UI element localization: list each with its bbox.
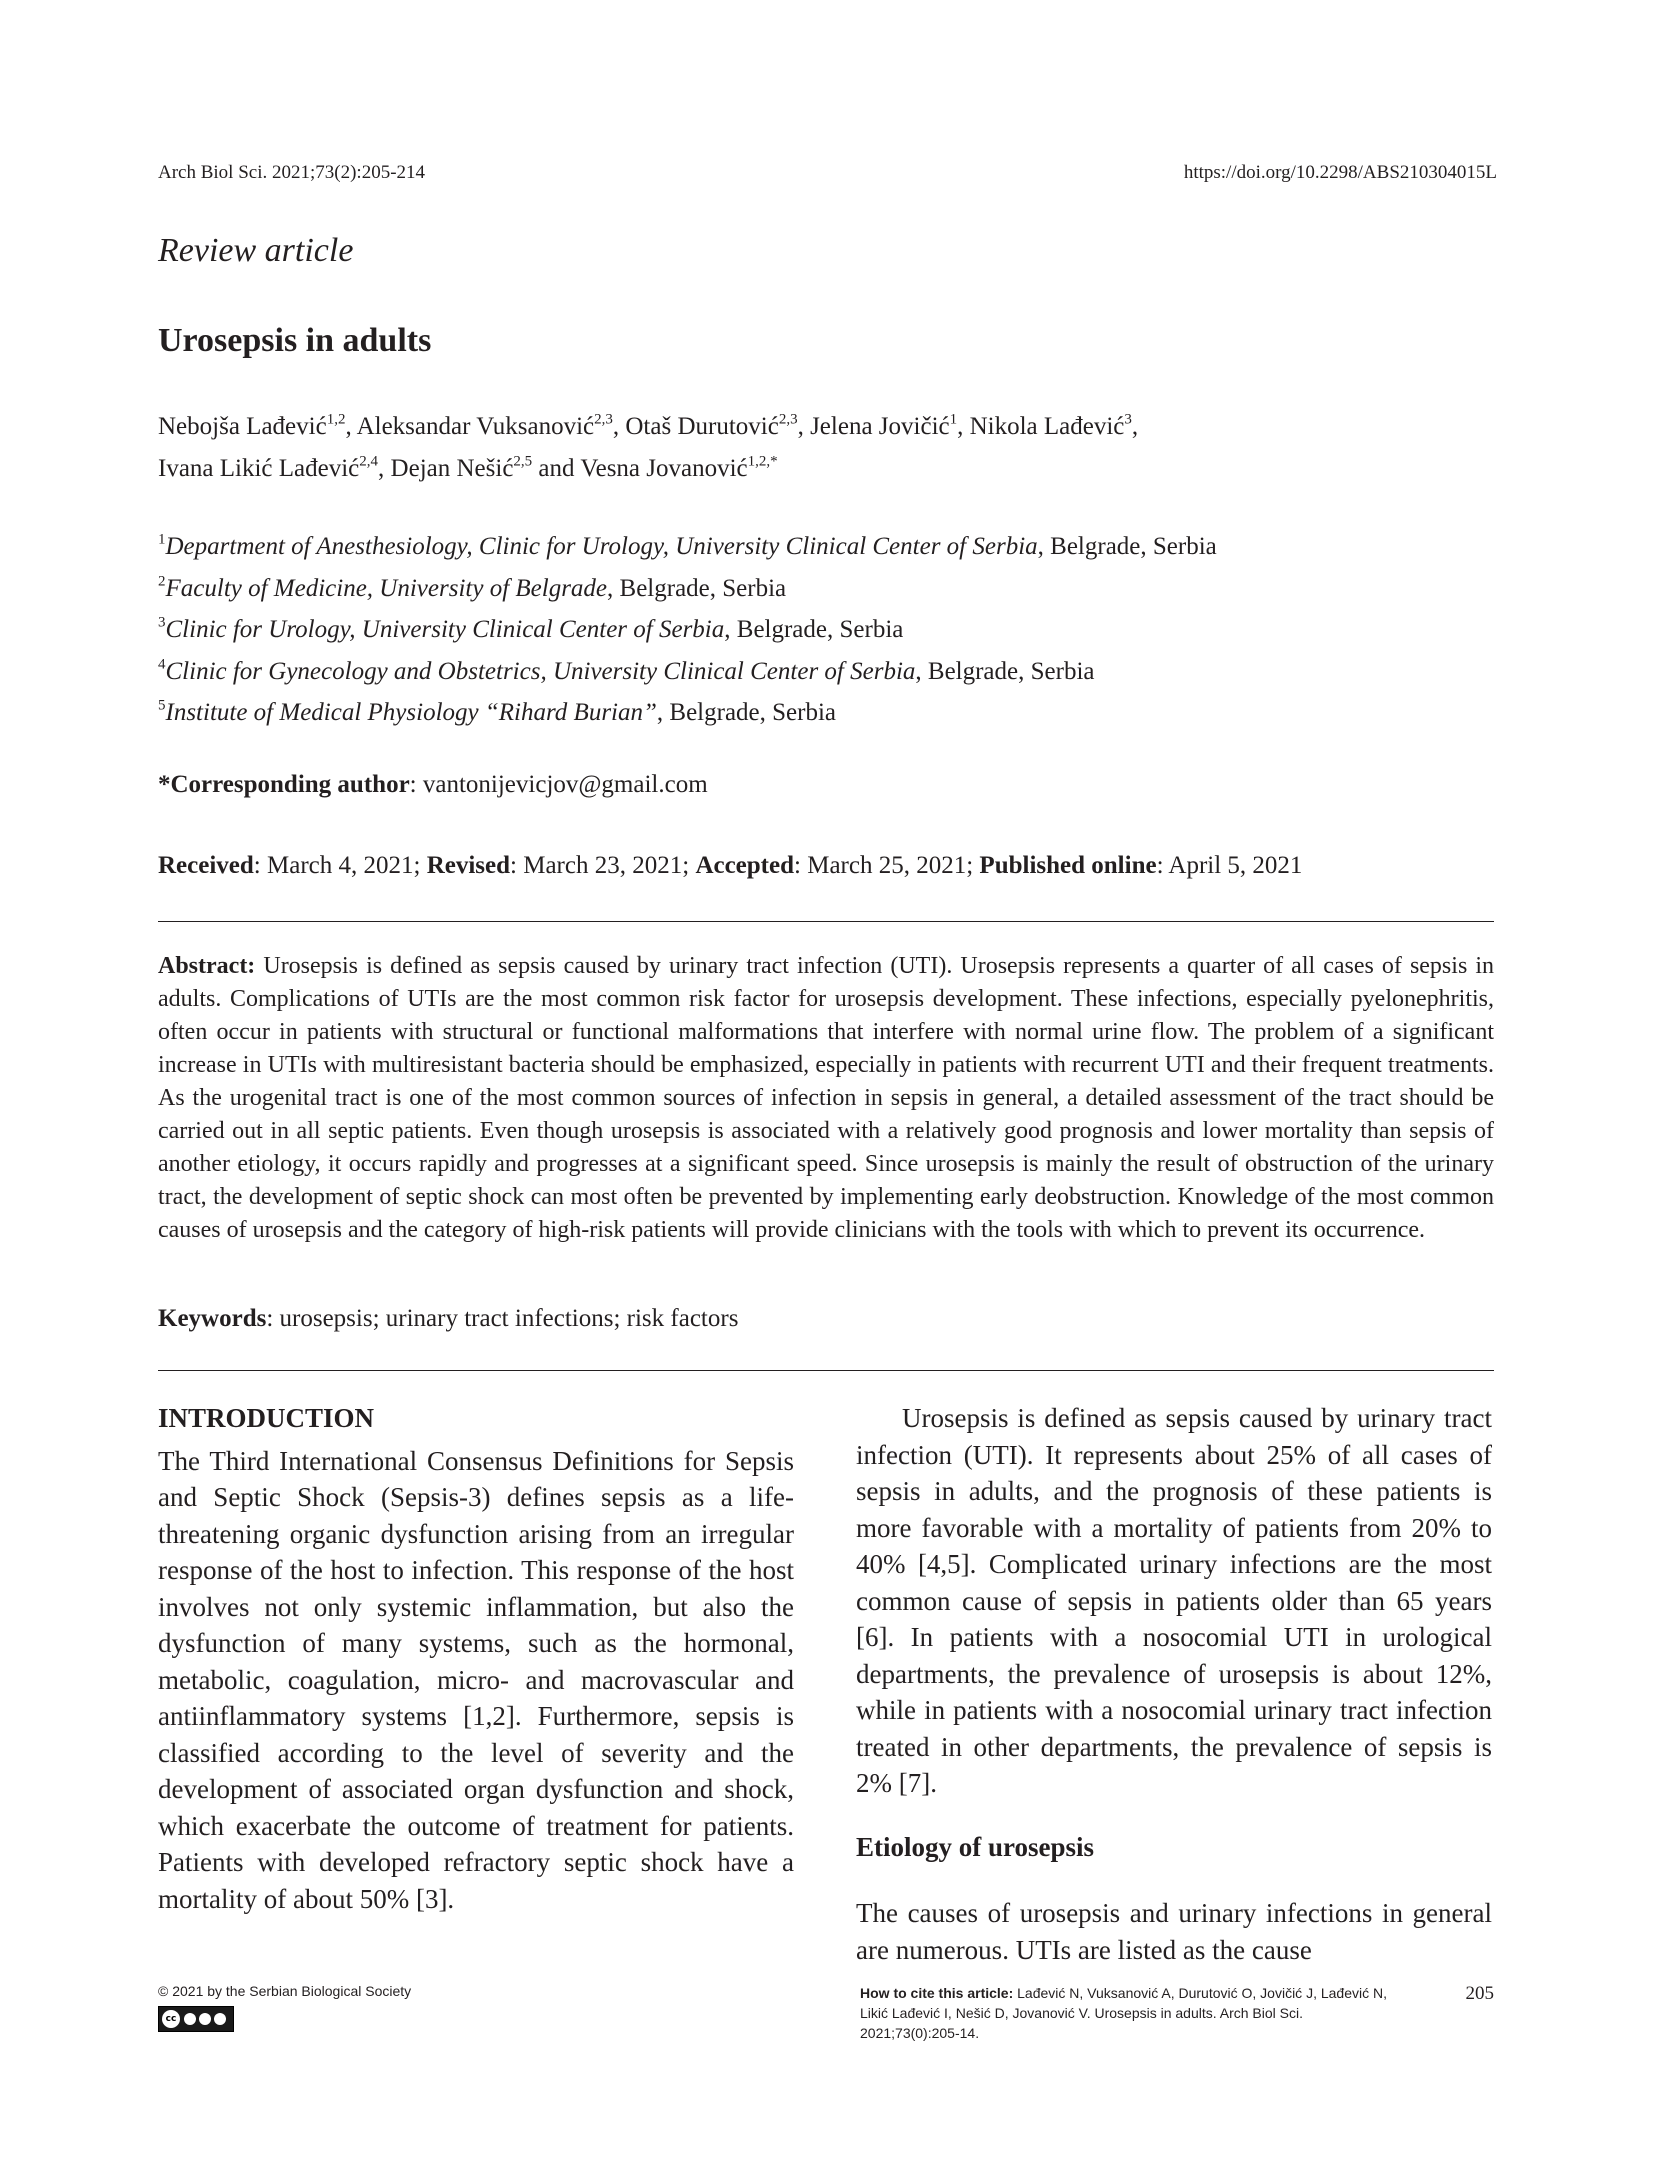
author: Otaš Durutović$^{2,3}$, <box>625 411 811 440</box>
divider <box>158 1370 1494 1371</box>
paragraph: Urosepsis is defined as sepsis caused by urinary tract infection (UTI). It represents about 25% of all cases of sepsis in adults, and the prognosis of these patients is more favorable with a mortality of patients from 20% to 40% [4,5]. Complicated urinary infections are the most common cause of sepsis in patients older than 65 years [6]. In patients with a nosocomial UTI in urological departments, the prevalence of urosepsis is about 12%, while in patients with a nosocomial urinary tract infection treated in other departments, the prevalence of sepsis is 2% [7]. <box>856 1403 1492 1798</box>
affiliation: $^1$Department of Anesthesiology, Clinic for Urology, University Clinical Center of Serbia, Belgrade, Serbia <box>158 531 1217 560</box>
author: Jelena Jovičić$^1$, <box>810 411 970 440</box>
corresponding-email[interactable]: vantonijevicjov@gmail.com <box>422 771 708 798</box>
abstract <box>158 950 1494 1247</box>
cc-icon: cc <box>162 2010 180 2028</box>
license-terms-icons <box>184 2013 226 2025</box>
cc-license-icon[interactable] <box>158 2006 234 2032</box>
author: Dejan Nešić$^{2,5}$ and <box>390 453 581 482</box>
section-heading-etiology: Etiology of urosepsis <box>856 1831 1095 1862</box>
affiliation: $^2$Faculty of Medicine, University of Belgrade, Belgrade, Serbia <box>158 573 787 602</box>
section-heading-introduction: INTRODUCTION <box>158 1403 375 1433</box>
author: Aleksandar Vuksanović$^{2,3}$, <box>356 411 626 440</box>
article-type: Review article <box>158 232 354 269</box>
affiliation: $^5$Institute of Medical Physiology “Rihard Burian”, Belgrade, Serbia <box>158 697 837 726</box>
affiliation: $^4$Clinic for Gynecology and Obstetrics, University Clinical Center of Serbia, Belgrade, Serbia <box>158 656 1095 685</box>
column-left <box>158 1400 794 1917</box>
publication-dates: Received: March 4, 2021; Revised: March 23, 2021; Accepted: March 25, 2021; Published online: April 5, 2021 <box>158 852 1303 879</box>
divider <box>158 921 1494 922</box>
nd-icon <box>214 2013 226 2025</box>
author: Vesna Jovanović$^{1,2,*}$ <box>580 453 778 482</box>
corresponding-label: *Corresponding author <box>158 771 410 798</box>
page-number: 205 <box>1465 1983 1494 2004</box>
column-right <box>856 1400 1492 1968</box>
author: Nebojša Lađević$^{1,2}$, <box>158 411 357 440</box>
by-icon <box>184 2013 196 2025</box>
doi-link[interactable]: https://doi.org/10.2298/ABS210304015L <box>1183 162 1497 183</box>
author: Ivana Likić Lađević$^{2,4}$, <box>158 453 391 482</box>
copyright-notice: © 2021 by the Serbian Biological Society <box>158 1983 412 1999</box>
abstract-text: Urosepsis is defined as sepsis caused by urinary tract infection (UTI). Urosepsis represents a quarter of all cases of sepsis in adults. Complications of UTIs are the most common risk factor for urosepsis development. These infections, especially pyelonephritis, often occur in patients with structural or functional malformations that interfere with normal urine flow. The problem of a significant increase in UTIs with multiresistant bacteria should be emphasized, especially in patients with recurrent UTI and their frequent treatments. As the urogenital tract is one of the most common sources of infection in sepsis in general, a detailed assessment of the tract should be carried out in all septic patients. Even though urosepsis is associated with a relatively good prognosis and lower mortality than sepsis of another etiology, it occurs rapidly and progresses at a significant speed. Since urosepsis is mainly the result of obstruction of the urinary tract, the development of septic shock can most often be prevented by implementing early deobstruction. Knowledge of the most common causes of urosepsis and the category of high-risk patients will provide clinicians with the tools with which to prevent its occurrence. <box>158 953 1494 1243</box>
journal-citation: Arch Biol Sci. 2021;73(2):205-214 <box>158 162 426 183</box>
keywords: Keywords: urosepsis; urinary tract infections; risk factors <box>158 1305 739 1332</box>
paragraph: The causes of urosepsis and urinary infections in general are numerous. UTIs are listed as the cause <box>856 1898 1492 1965</box>
author-list <box>158 406 1498 490</box>
how-to-cite: How to cite this article: Lađević N, Vuksanović A, Durutović O, Jovičić J, Lađević N, Likić Lađević I, Nešić D, Jovanović V. Urosepsis in adults. Arch Biol Sci. 2021;73(0):205-14. <box>860 1985 1387 2041</box>
nc-icon <box>199 2013 211 2025</box>
affiliation: $^3$Clinic for Urology, University Clinical Center of Serbia, Belgrade, Serbia <box>158 614 904 643</box>
corresponding-author: *Corresponding author: vantonijevicjov@gmail.com <box>158 771 708 798</box>
author: Nikola Lađević$^3$, <box>969 411 1139 440</box>
paragraph: The Third International Consensus Definitions for Sepsis and Septic Shock (Sepsis-3) defines sepsis as a life-threatening organic dysfunction arising from an irregular response of the host to infection. This response of the host involves not only systemic inflammation, but also the dysfunction of many systems, such as the hormonal, metabolic, coagulation, micro- and macrovascular and antiinflammatory systems [1,2]. Furthermore, sepsis is classified according to the level of severity and the development of associated organ dysfunction and shock, which exacerbate the outcome of treatment for patients. Patients with developed refractory septic shock have a mortality of about 50% [3]. <box>158 1445 794 1914</box>
abstract-label: Abstract: <box>158 953 256 979</box>
affiliation-list <box>158 526 1498 734</box>
article-title: Urosepsis in adults <box>158 322 432 359</box>
